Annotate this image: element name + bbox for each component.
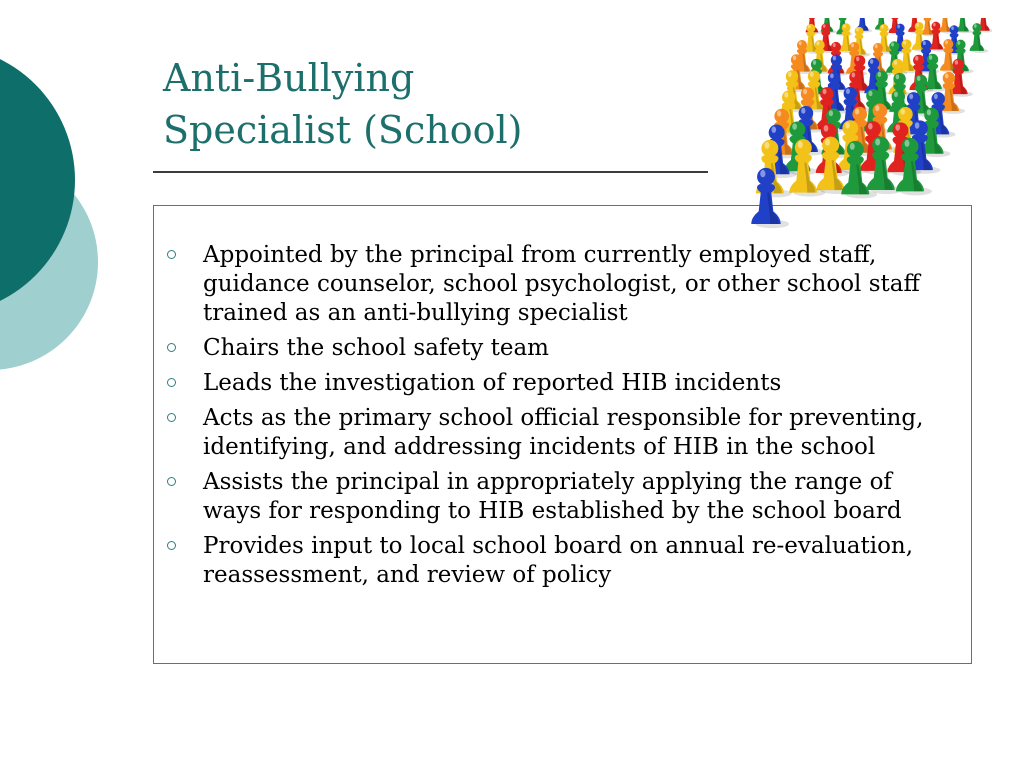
circle-bullet-icon bbox=[167, 343, 176, 352]
decorative-circles bbox=[0, 0, 110, 420]
bullet-item bbox=[165, 369, 955, 398]
bullet-item bbox=[165, 468, 955, 526]
title-line-1: Anti-Bullying bbox=[163, 56, 415, 100]
bullet-item bbox=[165, 241, 955, 328]
bullet-text: Chairs the school safety team bbox=[203, 335, 549, 361]
circle-bullet-icon bbox=[167, 477, 176, 486]
bullet-item bbox=[165, 334, 955, 363]
bullet-list bbox=[165, 241, 955, 596]
bullet-text: Appointed by the principal from currently employed staff, guidance counselor, school psychologist, or other school staff trained as an anti-bullying specialist bbox=[203, 242, 920, 326]
pawns-crowd-image bbox=[742, 18, 992, 233]
circle-bullet-icon bbox=[167, 378, 176, 387]
title-underline bbox=[153, 171, 708, 173]
bullet-item bbox=[165, 404, 955, 462]
bullet-text: Provides input to local school board on annual re-evaluation, reassessment, and review of policy bbox=[203, 533, 914, 588]
bullet-text: Leads the investigation of reported HIB incidents bbox=[203, 370, 782, 396]
circle-bullet-icon bbox=[167, 541, 176, 550]
circle-bullet-icon bbox=[167, 250, 176, 259]
bullet-text: Assists the principal in appropriately applying the range of ways for responding to HIB established by the school board bbox=[203, 469, 902, 524]
slide-title bbox=[163, 52, 522, 156]
bullet-item bbox=[165, 532, 955, 590]
circle-bullet-icon bbox=[167, 413, 176, 422]
title-line-2: Specialist (School) bbox=[163, 108, 523, 152]
bullet-text: Acts as the primary school official responsible for preventing, identifying, and addressing incidents of HIB in the school bbox=[203, 405, 924, 460]
pawn-figure bbox=[956, 18, 972, 33]
